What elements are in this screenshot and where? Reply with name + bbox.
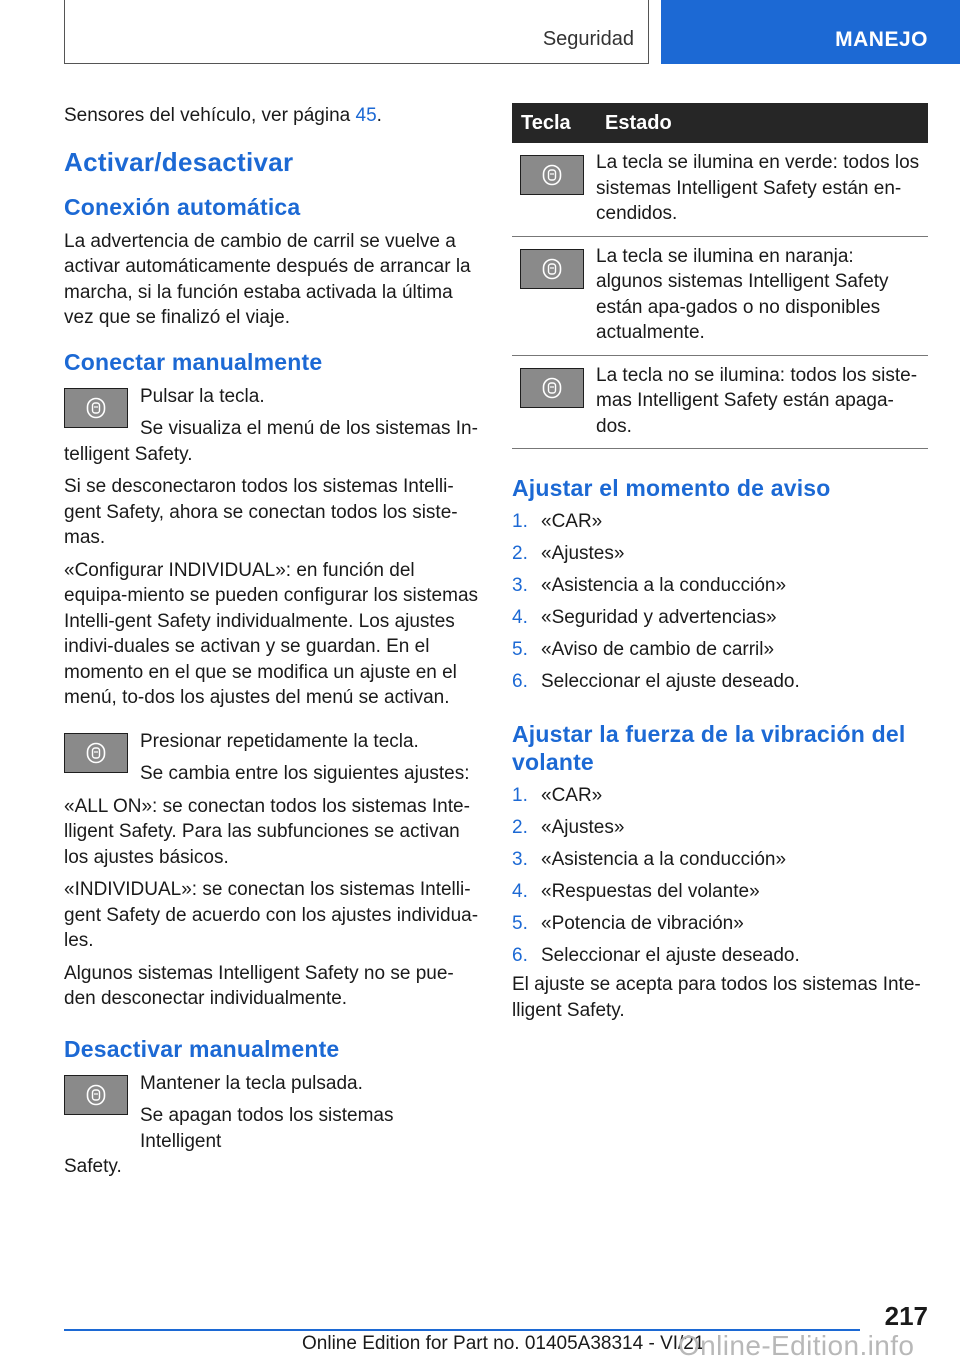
list-item: 6. Seleccionar el ajuste deseado. (512, 671, 800, 692)
table-header-state: Estado (596, 103, 928, 143)
desactivar-key-text: Mantener la tecla pulsada. (140, 1072, 363, 1094)
header-section-label: Seguridad (542, 28, 634, 50)
list-item: 2. «Ajustes» (512, 543, 625, 564)
heading-activar-desactivar: Activar/desactivar (64, 146, 294, 177)
key-state-table (512, 103, 928, 449)
heading-desactivar-manualmente: Desactivar manualmente (64, 1035, 340, 1062)
list-item: 5. «Potencia de vibración» (512, 913, 744, 934)
left-column (64, 103, 480, 1187)
safety-key-button (520, 368, 584, 408)
table-header-row (512, 103, 928, 143)
list-item: 5. «Aviso de cambio de carril» (512, 639, 775, 660)
table-key-cell (512, 236, 596, 355)
final-paragraph: El ajuste se acepta para todos los sistemas Inte-lligent Safety. (512, 974, 921, 1021)
intelligent-safety-icon (86, 397, 106, 419)
safety-key-button (64, 733, 128, 773)
intelligent-safety-icon (86, 1084, 106, 1106)
presionar-key-row (64, 729, 480, 787)
menu-paragraph-end: telligent Safety. (64, 443, 193, 465)
steps-fuerza-list (512, 780, 928, 972)
header-section-tab (64, 0, 649, 64)
heading-conexion-automatica: Conexión automática (64, 193, 301, 220)
table-row (512, 143, 928, 236)
safety-key-button (64, 1075, 128, 1115)
desconectaron-paragraph: Si se desconectaron todos los sistemas Intelli-gent Safety, ahora se conectan todos los siste-mas. (64, 476, 458, 548)
list-item: 3. «Asistencia a la conducción» (512, 849, 787, 870)
header-chapter-tab (661, 0, 960, 64)
table-row (512, 236, 928, 355)
table-header-key: Tecla (512, 103, 596, 143)
list-item: 2. «Ajustes» (512, 817, 625, 838)
header-chapter-label: MANEJO (835, 28, 928, 51)
safety-key-button (520, 155, 584, 195)
safety-key-button (520, 249, 584, 289)
heading-momento-aviso: Ajustar el momento de aviso (512, 475, 831, 501)
conexion-paragraph: La advertencia de cambio de carril se vuelve a activar automáticamente después de arrancar la marcha, si la función estaba activada la última vez que se finalizó el viaje. (64, 230, 471, 328)
apagan-paragraph-start: Se apagan todos los sistemas Intelligent (140, 1105, 394, 1152)
list-item: 6. Seleccionar el ajuste deseado. (512, 945, 800, 966)
page-reference-link[interactable]: 45 (355, 105, 377, 126)
page-number: 217 (884, 1301, 928, 1331)
table-row (512, 355, 928, 449)
list-item: 4. «Respuestas del volante» (512, 881, 760, 902)
list-item: 1. «CAR» (512, 511, 603, 532)
intelligent-safety-icon (542, 258, 562, 280)
heading-fuerza-vibracion: Ajustar la fuerza de la vibración del volante (512, 721, 906, 775)
intro-paragraph: Sensores del vehículo, ver página 45. (64, 105, 382, 126)
table-state-cell: La tecla no se ilumina: todos los siste-mas Intelligent Safety están apaga-dos. (596, 355, 928, 449)
table-state-cell: La tecla se ilumina en verde: todos los sistemas Intelligent Safety están en-cendidos. (596, 143, 928, 236)
footer-edition: Online Edition for Part no. 01405A38314 - VI/21 (302, 1333, 705, 1354)
table-key-cell (512, 143, 596, 236)
right-column (512, 103, 928, 1030)
desactivar-key-row (64, 1071, 480, 1155)
intelligent-safety-icon (542, 377, 562, 399)
conectar-key-row (64, 384, 480, 442)
all-on-paragraph: «ALL ON»: se conectan todos los sistemas Inte-lligent Safety. Para las subfunciones se activan los ajustes básicos. (64, 795, 470, 868)
cambia-paragraph: Se cambia entre los siguientes ajustes: (140, 763, 470, 784)
intelligent-safety-icon (86, 742, 106, 764)
algunos-paragraph: Algunos sistemas Intelligent Safety no se pue-den desconectar individualmente. (64, 962, 454, 1009)
list-item: 3. «Asistencia a la conducción» (512, 575, 787, 596)
heading-conectar-manualmente: Conectar manualmente (64, 348, 323, 375)
list-item: 4. «Seguridad y advertencias» (512, 607, 777, 628)
safety-key-button (64, 388, 128, 428)
steps-momento-list (512, 506, 928, 698)
individual-paragraph: «INDIVIDUAL»: se conectan los sistemas Intelli-gent Safety de acuerdo con los ajustes individua-les. (64, 879, 479, 951)
menu-paragraph-start: Se visualiza el menú de los sistemas In- (140, 418, 478, 439)
table-state-cell: La tecla se ilumina en naranja: algunos sistemas Intelligent Safety están apa-gados o no disponibles actualmente. (596, 236, 928, 355)
list-item: 1. «CAR» (512, 785, 603, 806)
conectar-key-text: Pulsar la tecla. (140, 385, 265, 407)
presionar-key-text: Presionar repetidamente la tecla. (140, 730, 419, 752)
footer-watermark: Online-Edition.info (678, 1330, 915, 1361)
intelligent-safety-icon (542, 164, 562, 186)
apagan-paragraph-end: Safety. (64, 1156, 122, 1177)
table-key-cell (512, 355, 596, 449)
configurar-paragraph: «Configurar INDIVIDUAL»: en función del equipa-miento se pueden configurar los sistemas Intelli-gent Safety individualmente. Los ajustes indivi-duales se activan y se guardan. En el momento en el que se modifica un ajuste en el menú, to-dos los ajustes del menú se activan. (64, 559, 479, 708)
